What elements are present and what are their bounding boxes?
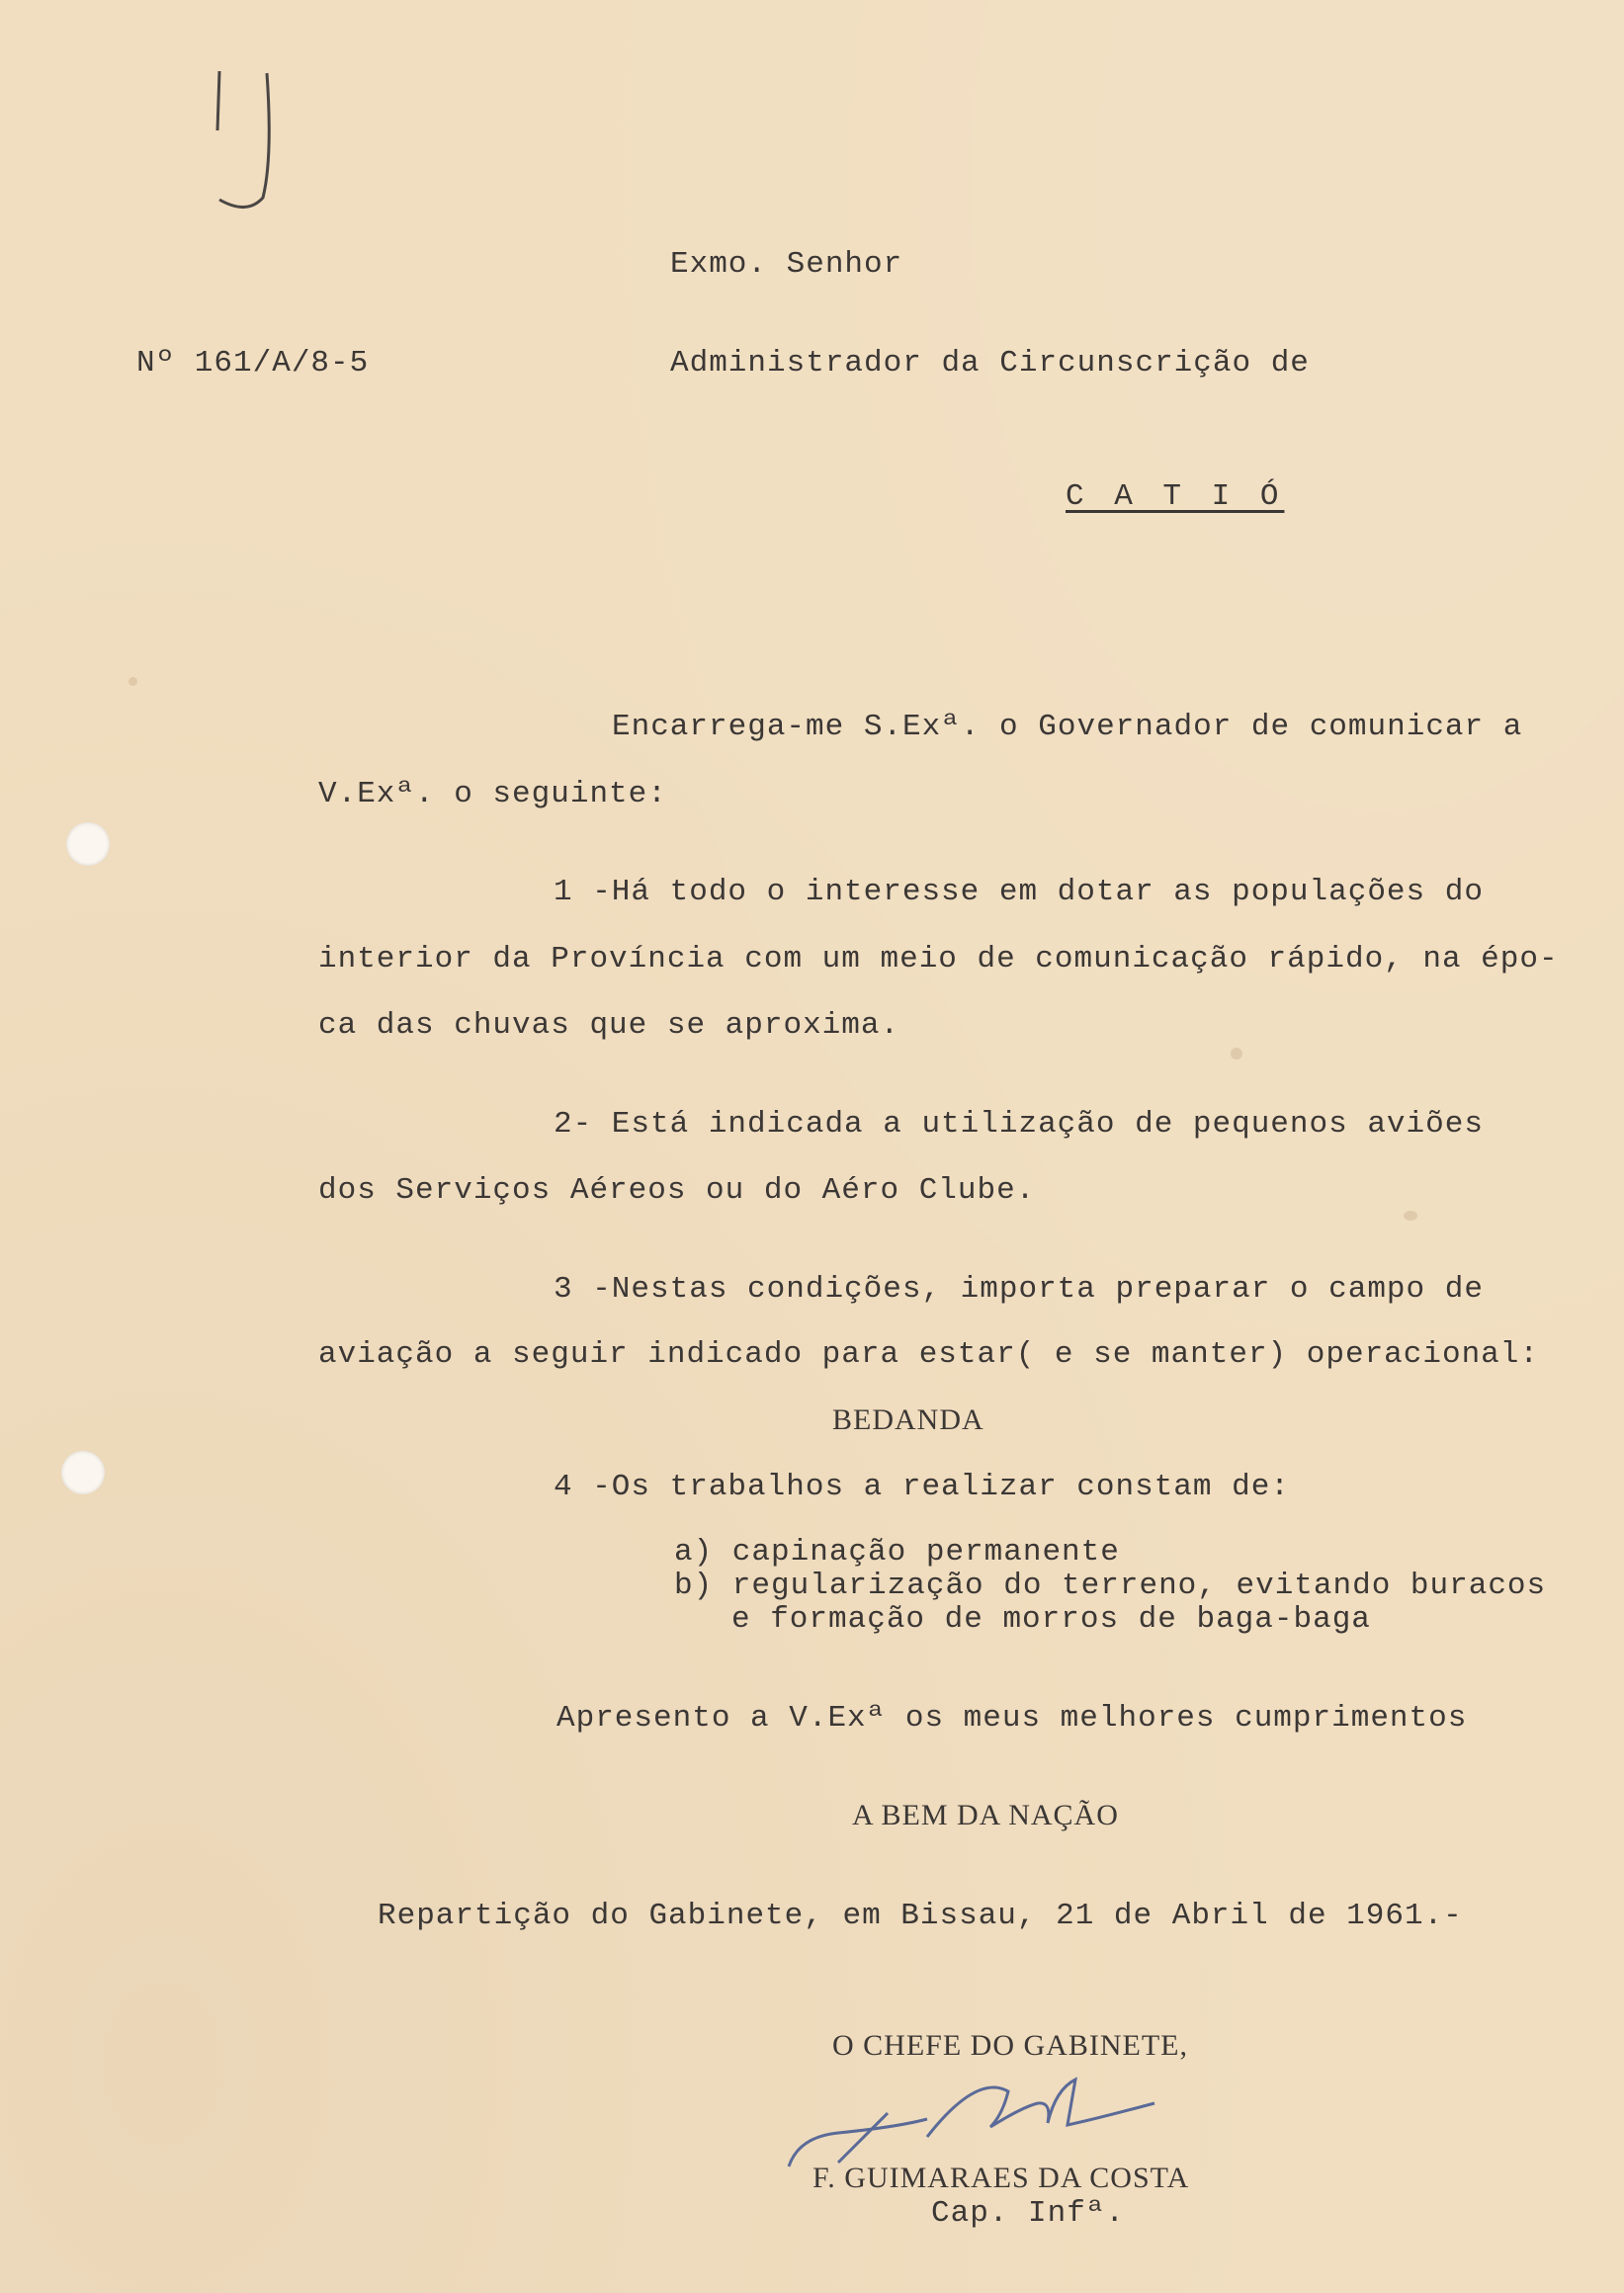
intro-line-1: Encarrega-me S.Exª. o Governador de comunicar a	[612, 710, 1523, 744]
item-2-line-1: 2- Está indicada a utilização de pequenos aviões	[554, 1107, 1484, 1142]
addressee-title: Administrador da Circunscrição de	[670, 346, 1310, 381]
handwritten-filing-mark	[198, 59, 306, 227]
item-1-line-2: interior da Província com um meio de comunicação rápido, na épo-	[318, 942, 1559, 977]
addressee-place: C A T I Ó	[1066, 479, 1285, 514]
punch-hole-bottom	[61, 1451, 105, 1494]
intro-line-2: V.Exª. o seguinte:	[318, 777, 667, 811]
salutation: Exmo. Senhor	[670, 247, 903, 282]
item-3-line-1: 3 -Nestas condições, importa preparar o campo de	[554, 1272, 1484, 1307]
item-4-a: a) capinação permanente	[674, 1535, 1120, 1570]
item-3-place: BEDANDA	[832, 1403, 984, 1436]
item-4-line-1: 4 -Os trabalhos a realizar constam de:	[554, 1470, 1290, 1504]
motto: A BEM DA NAÇÃO	[852, 1799, 1119, 1831]
stain	[128, 677, 137, 686]
item-3-line-2: aviação a seguir indicado para estar( e se manter) operacional:	[318, 1337, 1539, 1372]
punch-hole-top	[66, 822, 110, 866]
stain	[1231, 1048, 1242, 1060]
signature-role: O CHEFE DO GABINETE,	[832, 2029, 1188, 2062]
compliments: Apresento a V.Exª os meus melhores cumprimentos	[556, 1701, 1468, 1736]
signatory-name: F. GUIMARAES DA COSTA	[812, 2162, 1190, 2194]
item-4-b-cont: e formação de morros de baga-baga	[731, 1602, 1371, 1637]
item-2-line-2: dos Serviços Aéreos ou do Aéro Clube.	[318, 1173, 1036, 1208]
signatory-rank: Cap. Infª.	[931, 2196, 1126, 2231]
item-4-b: b) regularização do terreno, evitando buracos	[674, 1569, 1547, 1603]
reference-number: Nº 161/A/8-5	[136, 346, 370, 381]
item-1-line-3: ca das chuvas que se aproxima.	[318, 1008, 900, 1043]
stain	[1404, 1211, 1417, 1221]
item-1-line-1: 1 -Há todo o interesse em dotar as populações do	[554, 875, 1484, 909]
place-date: Repartição do Gabinete, em Bissau, 21 de Abril de 1961.-	[378, 1899, 1463, 1933]
handwritten-signature	[779, 2068, 1194, 2176]
